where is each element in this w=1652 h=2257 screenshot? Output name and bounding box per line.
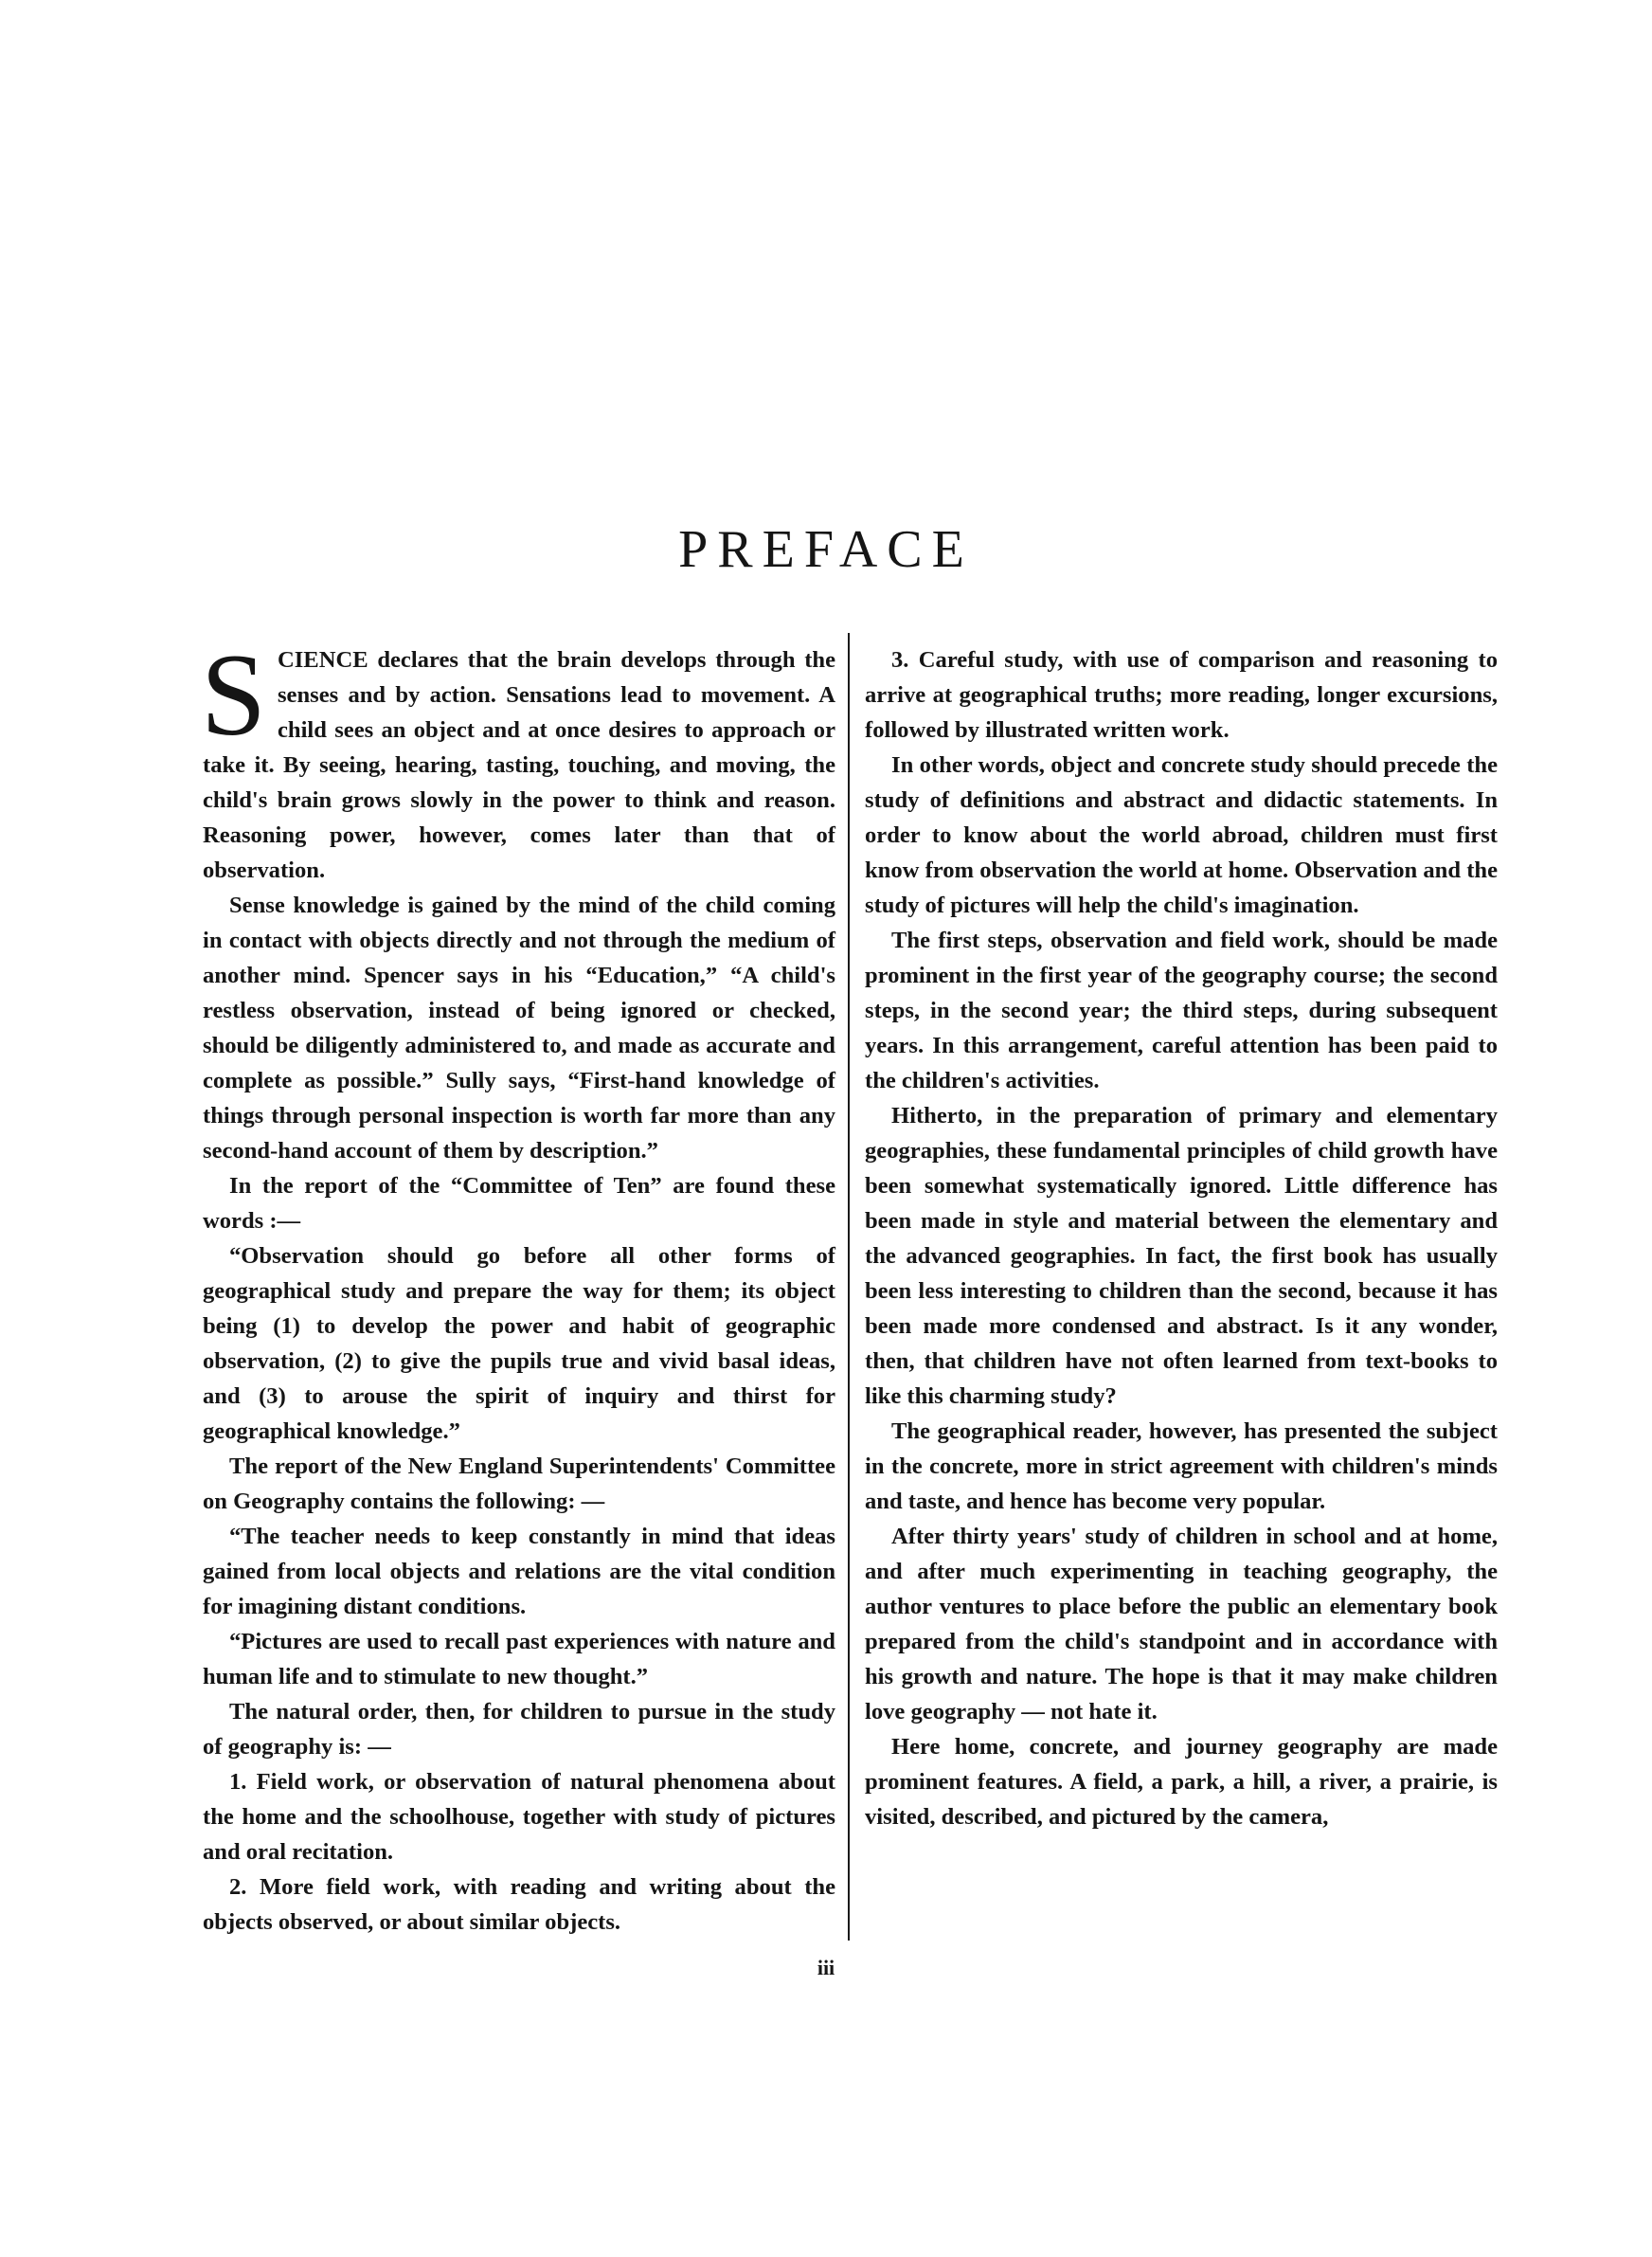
left-column [201, 630, 835, 1940]
paragraph: The geographical reader, however, has presented the subject in the concrete, more in strict agreement with children's minds and taste, and hence has become very popular. [865, 1418, 1498, 1514]
paragraph: After thirty years' study of children in school and at home, and after much experimenting in teaching geography, the author ventures to place before the public an elementary book prepared from the child's standpoint and in accordance with his growth and nature. The hope is that it may make children love geography — not hate it. [865, 1524, 1498, 1724]
paragraph [201, 630, 835, 888]
quote-paragraph: “The teacher needs to keep constantly in mind that ideas gained from local objects and relations are the vital condition for imagining distant conditions. [203, 1524, 835, 1619]
list-item: 1. Field work, or observation of natural phenomena about the home and the schoolhouse, together with study of pictures and oral recitation. [203, 1769, 835, 1865]
page-number: iii [817, 1956, 835, 1979]
paragraph: Hitherto, in the preparation of primary and elementary geographies, these fundamental principles of child growth have been somewhat systematically ignored. Little difference has been made in style and material between the elementary and the advanced geographies. In fact, the first book has usually been less interesting to children than the second, because it has been made more condensed and abstract. Is it any wonder, then, that children have not often learned from text-books to like this charming study? [865, 1103, 1498, 1409]
paragraph: The first steps, observation and field work, should be made prominent in the first year of the geography course; the second steps, in the second year; the third steps, during subsequent years. In this arrangement, careful attention has been paid to the children's activities. [865, 928, 1498, 1093]
paragraph: In other words, object and concrete study should precede the study of definitions and abstract and didactic statements. In order to know about the world abroad, children must first know from observation the world at home. Observation and the study of pictures will help the child's imagination. [865, 752, 1498, 918]
paragraph: The report of the New England Superintendents' Committee on Geography contains the following: — [203, 1454, 835, 1514]
list-item: 3. Careful study, with use of comparison and reasoning to arrive at geographical truths; more reading, longer excursions, followed by illustrated written work. [865, 647, 1498, 743]
list-item: 2. More field work, with reading and writing about the objects observed, or about similar objects. [203, 1874, 835, 1935]
paragraph: The natural order, then, for children to pursue in the study of geography is: — [203, 1699, 835, 1760]
quote-paragraph: “Observation should go before all other forms of geographical study and prepare the way for them; its object being (1) to develop the power and habit of geographic observation, (2) to give the pupils true and vivid basal ideas, and (3) to arouse the spirit of inquiry and thirst for geographical knowledge.” [203, 1243, 835, 1444]
paragraph-text: CIENCE declares that the brain develops through the senses and by action. Sensations lead to movement. A child sees an object and at once desires to approach or take it. By seeing, hearing, tasting, touching, and moving, the child's brain grows slowly in the power to think and reason. Reasoning power, however, comes later than that of observation. [203, 647, 835, 883]
column-divider [848, 633, 850, 1941]
paragraph: In the report of the “Committee of Ten” are found these words :— [203, 1173, 835, 1234]
right-column [865, 642, 1498, 1834]
paragraph: Sense knowledge is gained by the mind of the child coming in contact with objects directly and not through the medium of another mind. Spencer says in his “Education,” “A child's restless observation, instead of being ignored or checked, should be diligently administered to, and made as accurate and complete as possible.” Sully says, “First-hand knowledge of things through personal inspection is worth far more than any second-hand account of them by description.” [203, 893, 835, 1164]
paragraph: Here home, concrete, and journey geography are made prominent features. A field, a park, a hill, a river, a prairie, is visited, described, and pictured by the camera, [865, 1734, 1498, 1830]
quote-paragraph: “Pictures are used to recall past experiences with nature and human life and to stimulate to new thought.” [203, 1629, 835, 1689]
drop-cap: S [201, 630, 266, 760]
page-title: PREFACE [678, 520, 974, 579]
